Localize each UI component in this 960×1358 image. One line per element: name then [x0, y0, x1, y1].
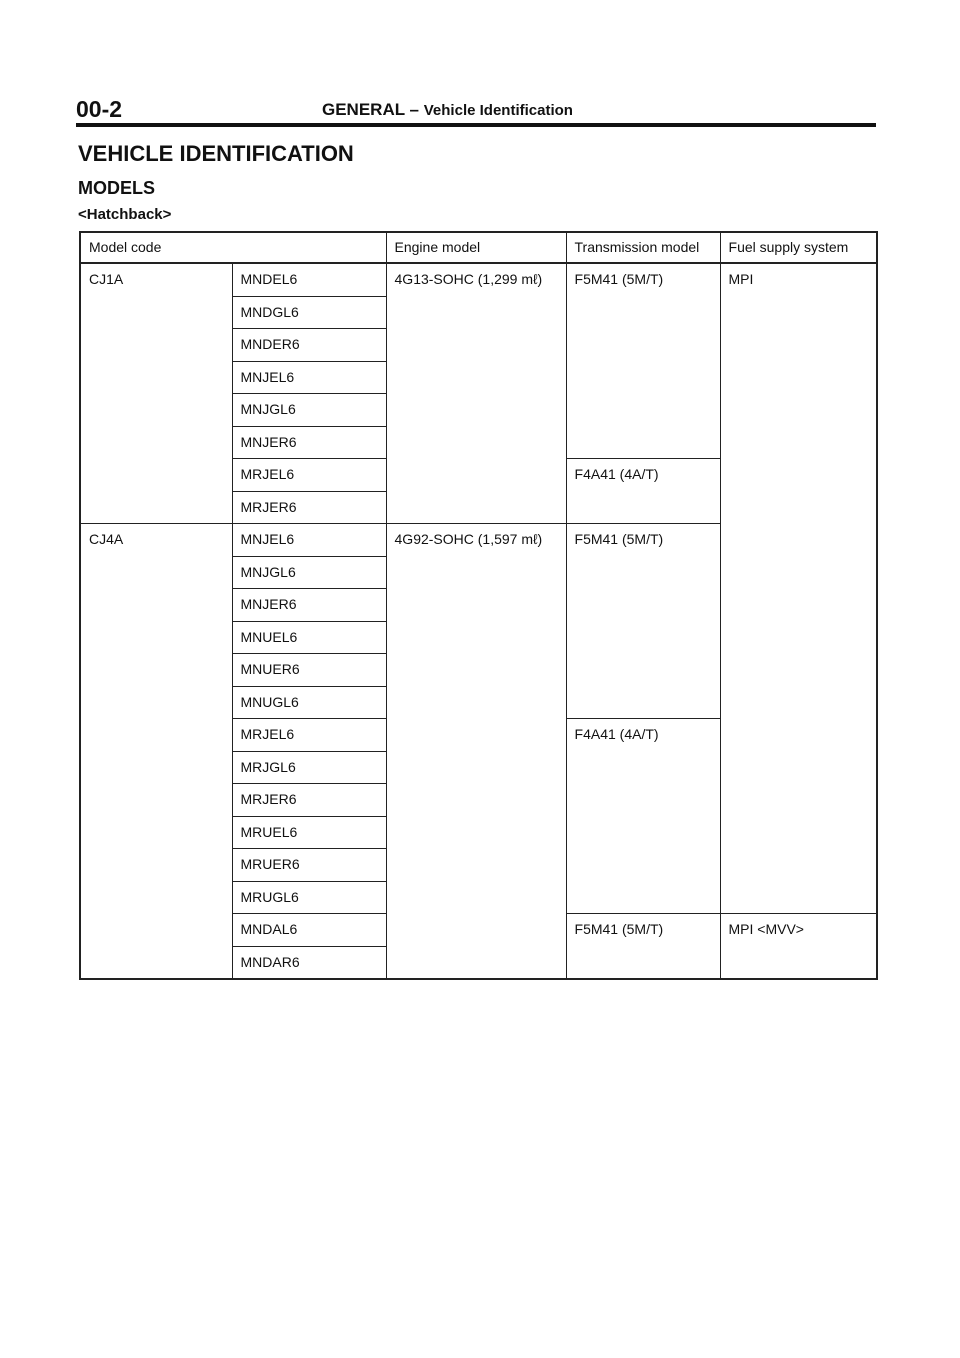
table-header-row: [80, 232, 877, 263]
variant-cell: MNDAL6: [232, 914, 386, 947]
variant-cell: MNDAR6: [232, 946, 386, 979]
transmission-cell: F4A41 (4A/T): [566, 719, 720, 914]
transmission-cell: F5M41 (5M/T): [566, 914, 720, 980]
transmission-cell: F4A41 (4A/T): [566, 459, 720, 524]
variant-cell: MRJEL6: [232, 719, 386, 752]
variant-cell: MNJEL6: [232, 361, 386, 394]
variant-cell: MRJER6: [232, 784, 386, 817]
variant-cell: MNDGL6: [232, 296, 386, 329]
header-subsection-label: Vehicle Identification: [423, 102, 573, 119]
model-code-cell: CJ1A: [80, 263, 232, 524]
variant-cell: MNJGL6: [232, 394, 386, 427]
table-row: [80, 263, 877, 296]
header-rule: [76, 123, 876, 127]
variant-cell: MNJER6: [232, 426, 386, 459]
model-code-cell: CJ4A: [80, 524, 232, 980]
transmission-cell: F5M41 (5M/T): [566, 524, 720, 719]
column-header-transmission-model: Transmission model: [566, 232, 720, 263]
header-section-label: GENERAL: [322, 100, 405, 119]
models-table: [79, 231, 878, 980]
fuel-supply-cell: MPI <MVV>: [720, 914, 877, 980]
variant-cell: MRUER6: [232, 849, 386, 882]
variant-cell: MNJER6: [232, 589, 386, 622]
page-title: VEHICLE IDENTIFICATION: [78, 141, 354, 166]
header-separator: –: [409, 100, 420, 119]
variant-cell: MRJGL6: [232, 751, 386, 784]
variant-cell: MRUGL6: [232, 881, 386, 914]
page-header: [76, 92, 876, 126]
variant-cell: MRUEL6: [232, 816, 386, 849]
column-header-fuel-supply-system: Fuel supply system: [720, 232, 877, 263]
variant-cell: MNJEL6: [232, 524, 386, 557]
engine-model-cell: 4G92-SOHC (1,597 mℓ): [386, 524, 566, 980]
running-header: [322, 100, 573, 120]
variant-cell: MNDER6: [232, 329, 386, 362]
variant-cell: MNUER6: [232, 654, 386, 687]
variant-cell: MNDEL6: [232, 263, 386, 296]
variant-cell: MNUEL6: [232, 621, 386, 654]
variant-cell: MNJGL6: [232, 556, 386, 589]
models-table-container: [79, 231, 878, 980]
transmission-cell: F5M41 (5M/T): [566, 263, 720, 459]
section-heading: MODELS: [78, 178, 156, 198]
fuel-supply-cell: MPI: [720, 263, 877, 914]
column-header-engine-model: Engine model: [386, 232, 566, 263]
variant-cell: MNUGL6: [232, 686, 386, 719]
subsection-heading: <Hatchback>: [78, 206, 172, 223]
page-number: 00-2: [76, 96, 123, 122]
engine-model-cell: 4G13-SOHC (1,299 mℓ): [386, 263, 566, 524]
variant-cell: MRJEL6: [232, 459, 386, 492]
variant-cell: MRJER6: [232, 491, 386, 524]
column-header-model-code: Model code: [80, 232, 386, 263]
